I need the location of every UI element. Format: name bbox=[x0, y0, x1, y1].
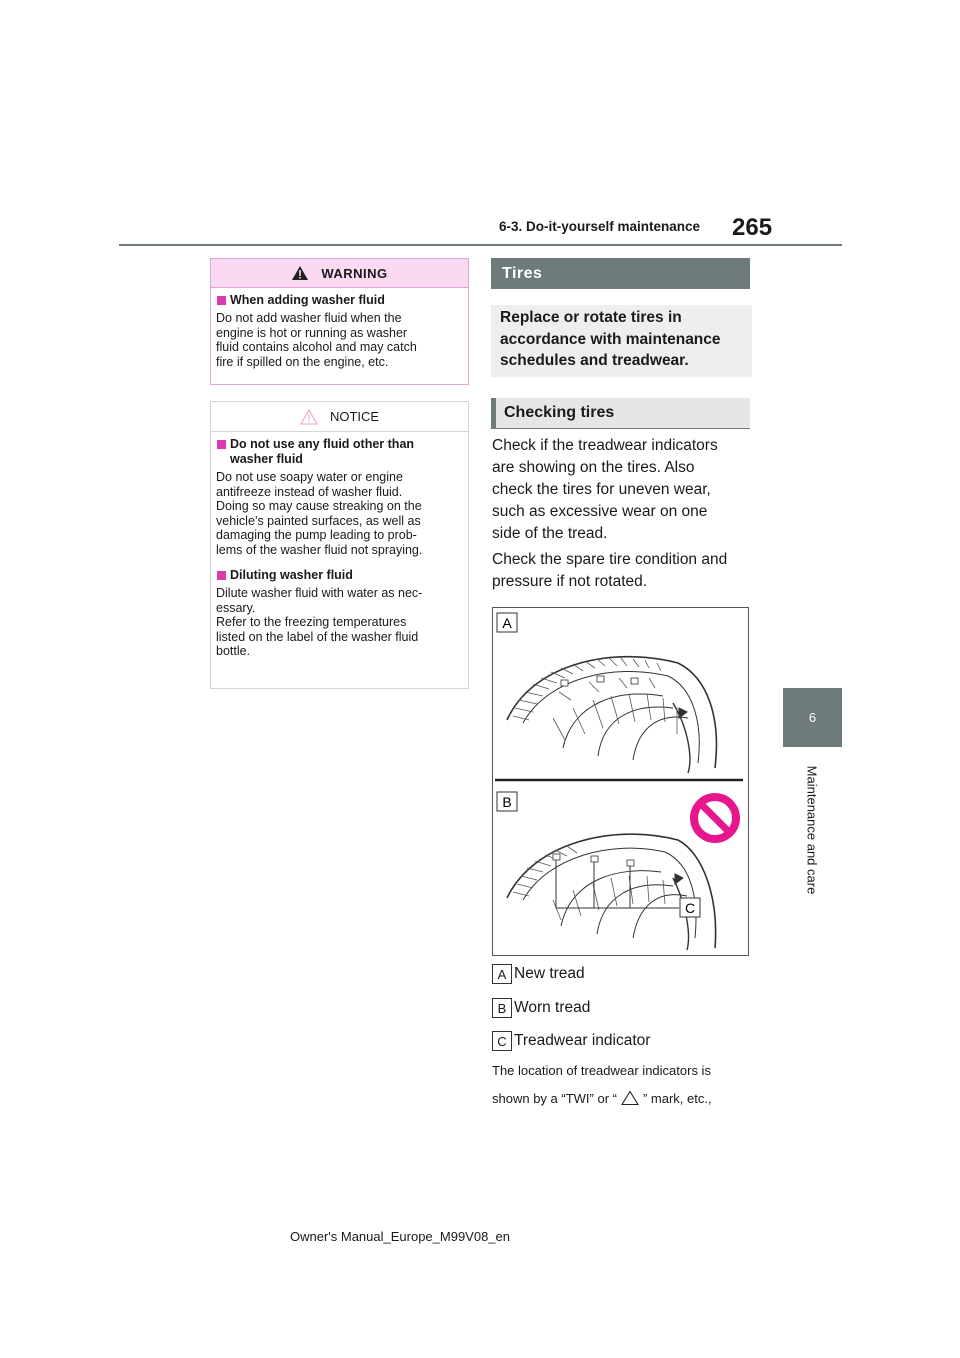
new-tread-grooves bbox=[513, 658, 677, 740]
tires-intro: Replace or rotate tires in accordance with maintenance schedules and treadwear. bbox=[491, 305, 752, 377]
legend-item-worn-tread bbox=[492, 998, 590, 1018]
notice-item-title-text: Do not use any fluid other than washer fluid bbox=[230, 437, 415, 466]
prohibition-icon bbox=[690, 793, 740, 843]
footer bbox=[0, 1229, 960, 1244]
legend-text-a: New tread bbox=[514, 965, 585, 982]
notice-item-title bbox=[216, 437, 463, 467]
tires-section-title: Tires bbox=[491, 258, 750, 289]
legend-key-b: B bbox=[492, 998, 512, 1018]
notice-heading bbox=[211, 402, 468, 432]
notice-item-title-text: Diluting washer fluid bbox=[230, 568, 353, 582]
tread-illustration bbox=[492, 607, 749, 956]
tread-illustration-svg bbox=[493, 608, 748, 955]
chapter-tab: 6 bbox=[783, 688, 842, 747]
checking-paragraph-1: Check if the treadwear indicators are showing on the tires. Also check the tires for uneven wear, such as excessive wear on one side of the tread. bbox=[492, 437, 718, 542]
warning-triangle-icon bbox=[291, 265, 309, 281]
page-number: 265 bbox=[732, 214, 773, 241]
indicator-leader-lines bbox=[556, 860, 679, 908]
new-tread-tire bbox=[507, 657, 716, 773]
notice-item-text: Dilute washer fluid with water as nec- essary. Refer to the freezing temperatures listed on the label of the washer fluid bottle. bbox=[216, 586, 423, 658]
figure-label-b: B bbox=[502, 794, 512, 810]
note-text-pre: shown by a “TWI” or “ bbox=[492, 1090, 617, 1106]
worn-tread-tire bbox=[507, 834, 716, 950]
legend-item-treadwear-indicator bbox=[492, 1031, 650, 1051]
checking-tires-heading: Checking tires bbox=[491, 398, 750, 429]
legend-key-a: A bbox=[492, 964, 512, 984]
header-rule bbox=[119, 244, 842, 246]
treadwear-note-line-2 bbox=[492, 1090, 752, 1106]
caution-triangle-icon bbox=[300, 409, 318, 425]
bullet-square-icon bbox=[217, 440, 226, 449]
notice-item-title bbox=[216, 568, 463, 583]
legend-item-new-tread bbox=[492, 964, 585, 984]
legend-key-c: C bbox=[492, 1031, 512, 1051]
bullet-square-icon bbox=[217, 571, 226, 580]
triangle-mark-icon bbox=[621, 1090, 639, 1106]
warning-item-title bbox=[216, 293, 463, 308]
chapter-title: Maintenance and care bbox=[804, 765, 820, 895]
figure-label-a: A bbox=[502, 615, 512, 631]
new-tread-indicators bbox=[561, 676, 638, 686]
manual-id: Owner's Manual_Europe_M99V08_en bbox=[289, 1229, 510, 1244]
warning-item-text: Do not add washer fluid when the engine is hot or running as washer fluid contains alcohol and may catch fire if spilled on the engine, etc. bbox=[216, 311, 417, 369]
bullet-square-icon bbox=[217, 296, 226, 305]
treadwear-note-line-1: The location of treadwear indicators is bbox=[492, 1063, 711, 1078]
warning-item-title-text: When adding washer fluid bbox=[230, 293, 385, 307]
warning-heading bbox=[211, 259, 468, 288]
legend-text-c: Treadwear indicator bbox=[514, 1032, 651, 1049]
checking-paragraph-2: Check the spare tire condition and pressure if not rotated. bbox=[492, 551, 728, 590]
legend-text-b: Worn tread bbox=[514, 999, 591, 1016]
notice-heading-text: NOTICE bbox=[329, 409, 380, 424]
notice-box bbox=[210, 401, 469, 689]
note-text-post: ” mark, etc., bbox=[642, 1090, 712, 1106]
notice-item-text: Do not use soapy water or engine antifreeze instead of washer fluid. Doing so may cause streaking on the vehicle’s painted surfaces, as well as damaging the pump leading to prob- lems of the washer fluid not spraying. bbox=[216, 470, 423, 557]
section-label: 6-3. Do-it-yourself maintenance bbox=[498, 219, 700, 234]
warning-box bbox=[210, 258, 469, 385]
figure-label-c: C bbox=[684, 900, 696, 916]
warning-heading-text: WARNING bbox=[321, 265, 388, 281]
